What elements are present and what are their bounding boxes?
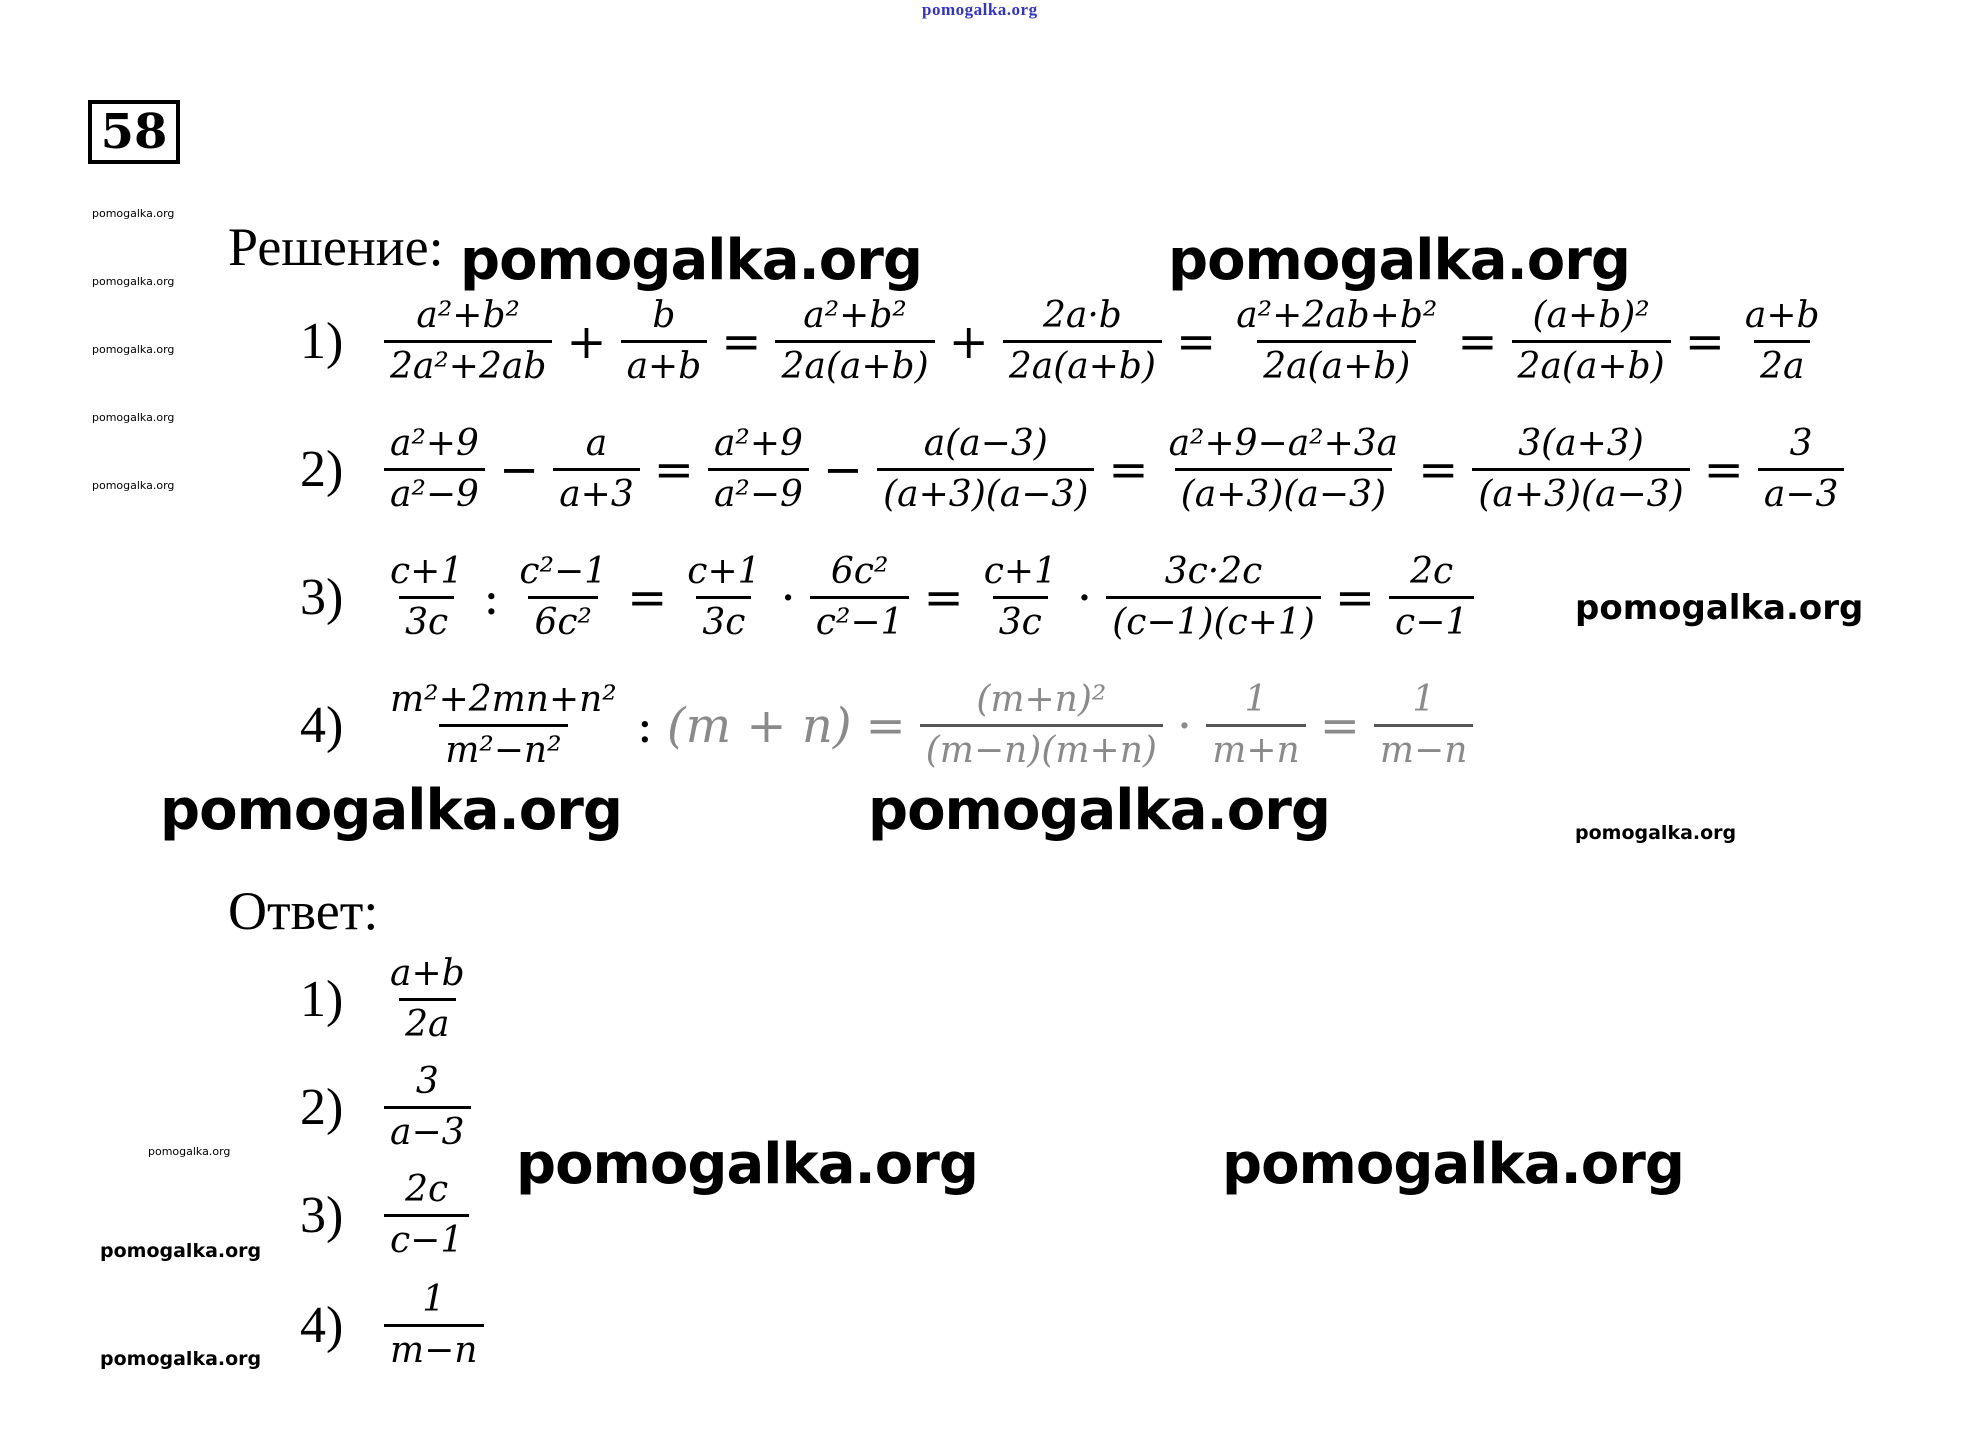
fraction bbox=[384, 1062, 471, 1154]
answer-number: 1) bbox=[300, 971, 344, 1029]
watermark-tiny: pomogalka.org bbox=[92, 275, 175, 288]
fraction-denominator: 3c bbox=[696, 596, 751, 643]
fraction-denominator: 3c bbox=[399, 596, 454, 643]
fraction-numerator: (a+b)² bbox=[1532, 295, 1650, 336]
watermark-big: pomogalka.org bbox=[516, 1132, 978, 1197]
fraction-numerator: a+b bbox=[1744, 295, 1820, 336]
fraction bbox=[1106, 552, 1321, 644]
watermark-tiny: pomogalka.org bbox=[148, 1145, 231, 1158]
fraction-denominator: (c−1)(c+1) bbox=[1106, 596, 1321, 643]
fraction-numerator: a²+9−a²+3a bbox=[1168, 423, 1399, 464]
fraction-denominator: 2a(a+b) bbox=[1512, 340, 1671, 387]
fraction-numerator: 6c² bbox=[830, 551, 889, 592]
watermark-big: pomogalka.org bbox=[160, 778, 622, 843]
operator: + bbox=[566, 313, 607, 370]
step-number: 2) bbox=[300, 441, 344, 499]
watermark-small: pomogalka.org bbox=[100, 1240, 262, 1262]
answer-3 bbox=[300, 1170, 469, 1262]
operator: = bbox=[1175, 313, 1217, 370]
fraction-denominator: (m−n)(m+n) bbox=[920, 724, 1163, 771]
fraction-numerator: c+1 bbox=[983, 551, 1057, 592]
fraction-numerator: 2a·b bbox=[1042, 295, 1122, 336]
watermark-small: pomogalka.org bbox=[1575, 822, 1737, 844]
fraction-denominator: c−1 bbox=[384, 1214, 469, 1261]
fraction-numerator: c+1 bbox=[390, 551, 464, 592]
operator: − bbox=[498, 441, 540, 498]
solution-step-1 bbox=[300, 296, 1826, 388]
fraction bbox=[384, 954, 471, 1046]
fraction-denominator: a−3 bbox=[1758, 468, 1845, 515]
fraction bbox=[1758, 424, 1845, 516]
operator: = bbox=[1684, 313, 1725, 370]
fraction-numerator: (m+n)² bbox=[976, 679, 1107, 720]
fraction-numerator: a(a−3) bbox=[923, 423, 1048, 464]
fraction bbox=[1374, 680, 1474, 772]
fraction-numerator: 3c·2c bbox=[1164, 551, 1263, 592]
fraction bbox=[513, 552, 613, 644]
fraction-numerator: a bbox=[585, 423, 608, 464]
solution-heading: Решение: bbox=[228, 217, 444, 277]
fraction bbox=[1739, 296, 1826, 388]
answer-number: 3) bbox=[300, 1187, 344, 1245]
operator: : bbox=[636, 697, 653, 754]
fraction bbox=[384, 424, 485, 516]
fraction-numerator: m²+2mn+n² bbox=[390, 679, 617, 720]
operator: · bbox=[1076, 569, 1093, 626]
watermark-tiny: pomogalka.org bbox=[92, 479, 175, 492]
answer-heading: Ответ: bbox=[228, 881, 379, 941]
answer-number: 2) bbox=[300, 1079, 344, 1137]
fraction bbox=[1230, 296, 1443, 388]
fraction-denominator: 2a(a+b) bbox=[1257, 340, 1416, 387]
operator: = bbox=[627, 569, 668, 626]
watermark-big: pomogalka.org bbox=[1222, 1132, 1684, 1197]
operator: = bbox=[923, 569, 964, 626]
fraction-numerator: a²+b² bbox=[803, 295, 907, 336]
operator: = bbox=[1703, 441, 1744, 498]
answer-1 bbox=[300, 954, 471, 1046]
fraction bbox=[384, 1170, 469, 1262]
fraction bbox=[920, 680, 1163, 772]
step-number: 1) bbox=[300, 313, 344, 371]
fraction bbox=[1003, 296, 1162, 388]
answer-4 bbox=[300, 1280, 484, 1372]
operator: = bbox=[721, 313, 762, 370]
solution-step-3 bbox=[300, 552, 1474, 644]
fraction bbox=[384, 296, 552, 388]
fraction bbox=[384, 552, 469, 644]
operator: · bbox=[1176, 697, 1193, 754]
fraction-denominator: m²−n² bbox=[439, 724, 567, 771]
solution-step-2 bbox=[300, 424, 1844, 516]
step-number: 4) bbox=[300, 697, 344, 755]
operator: = bbox=[653, 441, 694, 498]
fraction-numerator: c+1 bbox=[687, 551, 761, 592]
fraction-numerator: 3 bbox=[1789, 423, 1813, 464]
fraction bbox=[1389, 552, 1474, 644]
fraction-denominator: m−n bbox=[1374, 724, 1474, 771]
operator: : bbox=[483, 569, 500, 626]
fraction bbox=[810, 552, 910, 644]
fraction bbox=[621, 296, 708, 388]
fraction-numerator: a²+2ab+b² bbox=[1236, 295, 1438, 336]
watermark-tiny: pomogalka.org bbox=[92, 411, 175, 424]
fraction-numerator: a²+b² bbox=[416, 295, 520, 336]
fraction-numerator: b bbox=[652, 295, 676, 336]
fraction bbox=[553, 424, 640, 516]
watermark-tiny: pomogalka.org bbox=[92, 207, 175, 220]
fraction-denominator: a²−9 bbox=[708, 468, 809, 515]
fraction-denominator: 2a(a+b) bbox=[775, 340, 934, 387]
problem-number: 58 bbox=[88, 100, 180, 164]
watermark-small: pomogalka.org bbox=[100, 1348, 262, 1370]
fraction-numerator: 3 bbox=[415, 1061, 439, 1102]
operator: = bbox=[1319, 697, 1360, 754]
fraction-denominator: m+n bbox=[1206, 724, 1306, 771]
fraction bbox=[1472, 424, 1689, 516]
watermark-tiny: pomogalka.org bbox=[92, 343, 175, 356]
operator: − bbox=[822, 441, 864, 498]
fraction bbox=[708, 424, 809, 516]
watermark-mid: pomogalka.org bbox=[1575, 588, 1864, 628]
fraction-denominator: 2a(a+b) bbox=[1003, 340, 1162, 387]
fraction-numerator: 2c bbox=[1410, 551, 1454, 592]
fraction bbox=[1206, 680, 1306, 772]
fraction-denominator: 2a bbox=[399, 998, 455, 1045]
fraction-denominator: 2a bbox=[1754, 340, 1810, 387]
operator: = bbox=[1457, 313, 1498, 370]
fraction bbox=[384, 680, 623, 772]
fraction-numerator: a²+9 bbox=[713, 423, 803, 464]
operator: = bbox=[1418, 441, 1459, 498]
fraction bbox=[1512, 296, 1671, 388]
fraction-denominator: c−1 bbox=[1389, 596, 1474, 643]
fraction-denominator: a+3 bbox=[553, 468, 640, 515]
fraction-numerator: a+b bbox=[390, 953, 465, 994]
fraction bbox=[1163, 424, 1405, 516]
fraction-denominator: (a+3)(a−3) bbox=[877, 468, 1094, 515]
fraction-numerator: a²+9 bbox=[390, 423, 479, 464]
fraction-numerator: 1 bbox=[422, 1279, 446, 1320]
solution-step-4 bbox=[300, 680, 1473, 772]
fraction-denominator: a²−9 bbox=[384, 468, 485, 515]
fraction-numerator: 1 bbox=[1244, 679, 1268, 720]
fraction-numerator: 3(a+3) bbox=[1518, 423, 1644, 464]
fraction-denominator: 2a²+2ab bbox=[384, 340, 552, 387]
operator: · bbox=[780, 569, 796, 626]
fraction-numerator: 1 bbox=[1412, 679, 1436, 720]
fraction-denominator: c²−1 bbox=[810, 596, 910, 643]
fraction-numerator: c²−1 bbox=[519, 551, 608, 592]
expression: (m + n) bbox=[666, 697, 852, 754]
fraction-denominator: (a+3)(a−3) bbox=[1175, 468, 1392, 515]
fraction-denominator: 6c² bbox=[528, 596, 598, 643]
operator: + bbox=[948, 313, 989, 370]
fraction-denominator: m−n bbox=[384, 1324, 484, 1371]
operator: = bbox=[865, 697, 906, 754]
fraction bbox=[681, 552, 766, 644]
fraction bbox=[978, 552, 1063, 644]
fraction-denominator: 3c bbox=[993, 596, 1048, 643]
watermark-big: pomogalka.org bbox=[1168, 228, 1630, 293]
operator: = bbox=[1108, 441, 1149, 498]
top-watermark: pomogalka.org bbox=[922, 0, 1038, 19]
fraction-denominator: a+b bbox=[621, 340, 708, 387]
fraction bbox=[384, 1280, 484, 1372]
answer-2 bbox=[300, 1062, 471, 1154]
fraction bbox=[775, 296, 934, 388]
fraction-denominator: a−3 bbox=[384, 1106, 471, 1153]
fraction bbox=[877, 424, 1094, 516]
fraction-numerator: 2c bbox=[405, 1169, 449, 1210]
step-number: 3) bbox=[300, 569, 344, 627]
watermark-big: pomogalka.org bbox=[460, 228, 922, 293]
watermark-big: pomogalka.org bbox=[868, 778, 1330, 843]
operator: = bbox=[1334, 569, 1376, 626]
answer-number: 4) bbox=[300, 1297, 344, 1355]
fraction-denominator: (a+3)(a−3) bbox=[1472, 468, 1689, 515]
